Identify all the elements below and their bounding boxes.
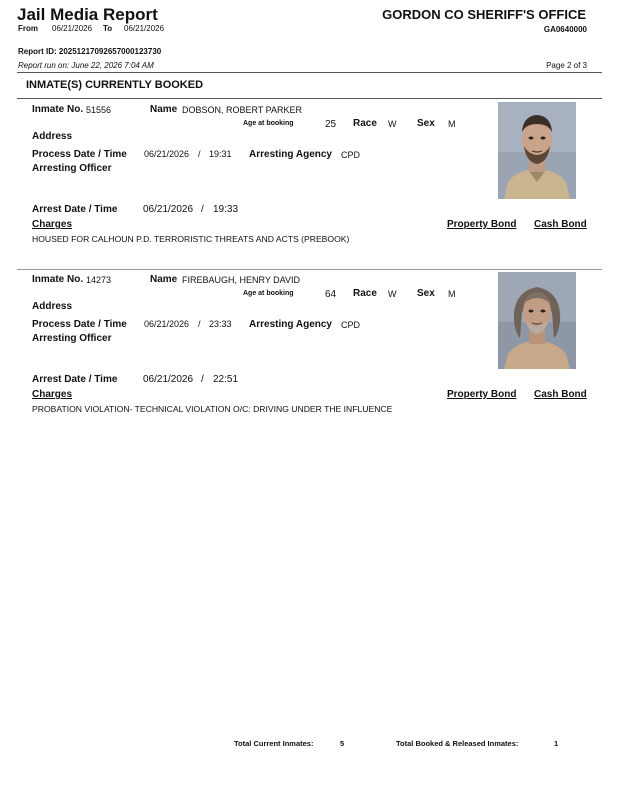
mugshot-photo [498,102,576,199]
process-date-value: 06/21/2026 [144,319,190,329]
cash-bond-label: Cash Bond [534,219,587,230]
to-label: To [103,24,113,33]
sex-label: Sex [417,288,435,299]
arresting-agency-label: Arresting Agency [249,149,332,160]
process-time-value: 19:31 [209,149,232,159]
charges-label: Charges [32,389,73,400]
arrest-date-separator: / [201,204,204,215]
process-date-label: Process Date / Time [32,319,127,330]
total-current-value: 5 [340,739,345,748]
sex-value: M [448,119,456,129]
agency-code: GA0640000 [543,25,587,34]
process-date-separator: / [198,319,201,329]
race-value: W [388,289,397,299]
report-title: Jail Media Report [17,5,158,24]
mugshot-photo [498,272,576,369]
arrest-date-label: Arrest Date / Time [32,374,118,385]
sex-value: M [448,289,456,299]
inmate-no-value: 51556 [86,105,112,115]
process-date-separator: / [198,149,201,159]
arresting-officer-label: Arresting Officer [32,163,112,174]
arrest-time-value: 22:51 [213,374,239,385]
property-bond-label: Property Bond [447,219,517,230]
arresting-agency-label: Arresting Agency [249,319,332,330]
charges-text: HOUSED FOR CALHOUN P.D. TERRORISTIC THREATS AND ACTS (PREBOOK) [32,234,350,244]
inmate-name: FIREBAUGH, HENRY DAVID [182,275,301,285]
race-label: Race [353,288,377,299]
charges-label: Charges [32,219,73,230]
inmate-name: DOBSON, ROBERT PARKER [182,105,303,115]
from-date: 06/21/2026 [52,24,93,33]
race-value: W [388,119,397,129]
arrest-date-value: 06/21/2026 [143,204,194,215]
age-value: 64 [325,289,337,300]
race-label: Race [353,118,377,129]
total-booked-released-label: Total Booked & Released Inmates: [396,739,519,748]
section-title: INMATE(S) CURRENTLY BOOKED [26,79,204,91]
address-label: Address [32,131,73,142]
page-number: Page 2 of 3 [546,61,587,70]
agency-name: GORDON CO SHERIFF'S OFFICE [382,7,586,22]
inmate-no-label: Inmate No. [32,104,84,115]
inmate-no-value: 14273 [86,275,112,285]
process-date-value: 06/21/2026 [144,149,190,159]
report-run-on: Report run on: June 22, 2026 7:04 AM [18,61,154,70]
section-divider [17,98,602,99]
total-current-label: Total Current Inmates: [234,739,314,748]
arresting-officer-label: Arresting Officer [32,333,112,344]
name-label: Name [150,104,178,115]
header-divider [17,72,602,73]
total-booked-released-value: 1 [554,739,559,748]
property-bond-label: Property Bond [447,389,517,400]
from-label: From [18,24,38,33]
age-value: 25 [325,119,337,130]
arrest-date-label: Arrest Date / Time [32,204,118,215]
arresting-agency-value: CPD [341,320,361,330]
charges-text: PROBATION VIOLATION- TECHNICAL VIOLATION O/C: DRIVING UNDER THE INFLUENCE [32,404,393,414]
age-label: Age at booking [243,120,294,127]
arrest-time-value: 19:33 [213,204,239,215]
name-label: Name [150,274,178,285]
report-id: Report ID: 20251217092657000123730 [18,47,162,56]
arrest-date-value: 06/21/2026 [143,374,194,385]
process-time-value: 23:33 [209,319,232,329]
arrest-date-separator: / [201,374,204,385]
arresting-agency-value: CPD [341,150,361,160]
age-label: Age at booking [243,290,294,297]
cash-bond-label: Cash Bond [534,389,587,400]
process-date-label: Process Date / Time [32,149,127,160]
address-label: Address [32,301,73,312]
to-date: 06/21/2026 [124,24,165,33]
record-divider [17,269,602,270]
inmate-no-label: Inmate No. [32,274,84,285]
sex-label: Sex [417,118,435,129]
